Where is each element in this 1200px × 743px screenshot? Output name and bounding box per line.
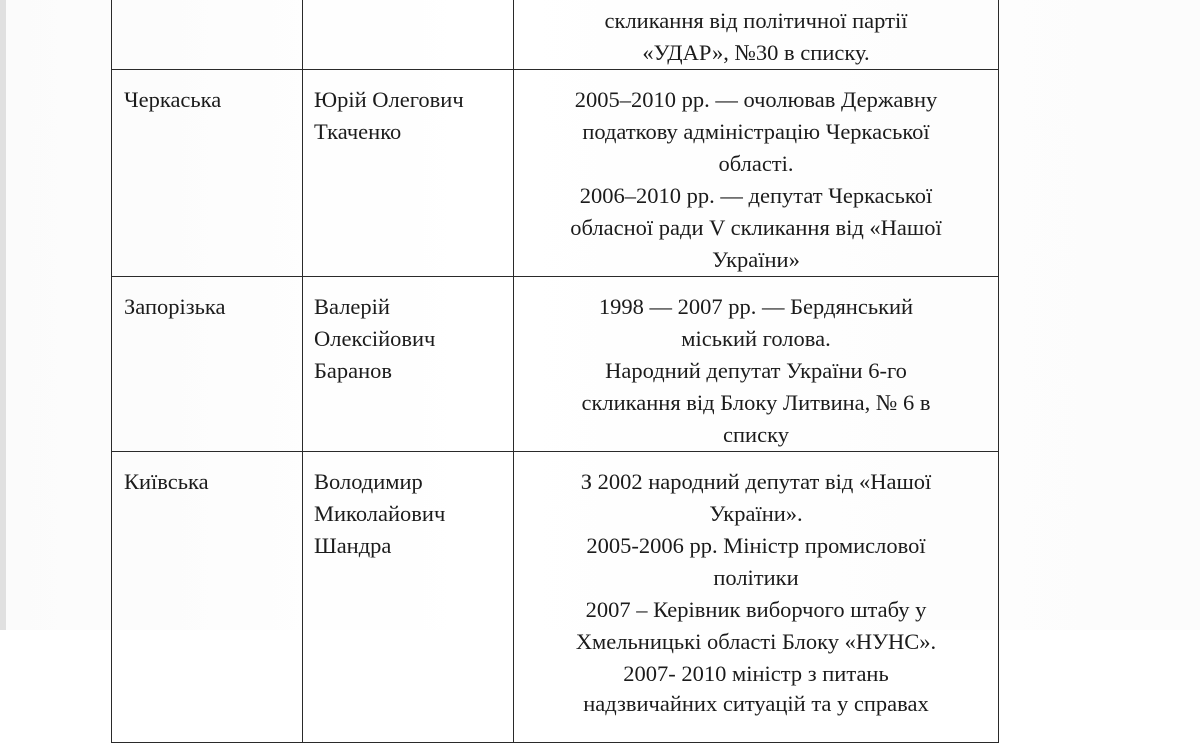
- bio-line: 2005-2006 рр. Міністр промислової: [586, 533, 926, 558]
- bio-line: 2007- 2010 міністр з питань: [623, 661, 889, 686]
- name-cell: [303, 277, 514, 452]
- bio-line: списку: [723, 422, 789, 447]
- person-name-line: Ткаченко: [314, 119, 402, 144]
- biography-cell: [514, 70, 999, 277]
- biography-cell: [514, 0, 999, 70]
- table-row: [112, 0, 999, 70]
- bio-line: 2005–2010 рр. — очолював Державну: [574, 87, 938, 112]
- bio-line: України»: [712, 247, 800, 272]
- table-row: [112, 277, 999, 452]
- bio-line: Народний депутат України 6-го: [605, 358, 907, 383]
- region-name: Київська: [124, 469, 209, 494]
- bio-line: надзвичайних ситуацій та у справах: [583, 691, 929, 716]
- biography-cell: [514, 277, 999, 452]
- officials-table: [111, 0, 999, 743]
- bio-line: 2007 – Керівник виборчого штабу у: [585, 597, 927, 622]
- region-cell: [112, 277, 303, 452]
- name-cell: [303, 452, 514, 743]
- biography-cell: [514, 452, 999, 743]
- bio-line: 1998 — 2007 рр. — Бердянський: [598, 294, 914, 319]
- region-cell: [112, 70, 303, 277]
- bio-line: України».: [709, 501, 803, 526]
- bio-line: «УДАР», №30 в списку.: [642, 40, 870, 65]
- region-cell: [112, 0, 303, 70]
- bio-line: політики: [713, 565, 799, 590]
- region-name: Запорізька: [124, 294, 226, 319]
- person-name-line: Володимир: [314, 469, 423, 494]
- table-row: [112, 70, 999, 277]
- bio-line: податкову адміністрацію Черкаської: [582, 119, 930, 144]
- region-name: Черкаська: [124, 87, 222, 112]
- person-name-line: Олексійович: [314, 326, 436, 351]
- bio-line: 2006–2010 рр. — депутат Черкаської: [579, 183, 933, 208]
- bio-line: скликання від Блоку Литвина, № 6 в: [581, 390, 931, 415]
- bio-line: Хмельницькі області Блоку «НУНС».: [575, 629, 937, 654]
- bio-line: обласної ради V скликання від «Нашої: [570, 215, 942, 240]
- bio-line: області.: [718, 151, 794, 176]
- person-name-line: Миколайович: [314, 501, 446, 526]
- table-row: [112, 452, 999, 743]
- name-cell: [303, 70, 514, 277]
- bio-line: скликання від політичної партії: [604, 8, 908, 33]
- person-name-line: Валерій: [314, 294, 390, 319]
- bio-line: З 2002 народний депутат від «Нашої: [580, 469, 932, 494]
- page-edge-shadow: [0, 0, 6, 630]
- name-cell: [303, 0, 514, 70]
- region-cell: [112, 452, 303, 743]
- person-name-line: Шандра: [314, 533, 392, 558]
- bio-line: міський голова.: [681, 326, 831, 351]
- person-name-line: Баранов: [314, 358, 393, 383]
- person-name-line: Юрій Олегович: [314, 87, 464, 112]
